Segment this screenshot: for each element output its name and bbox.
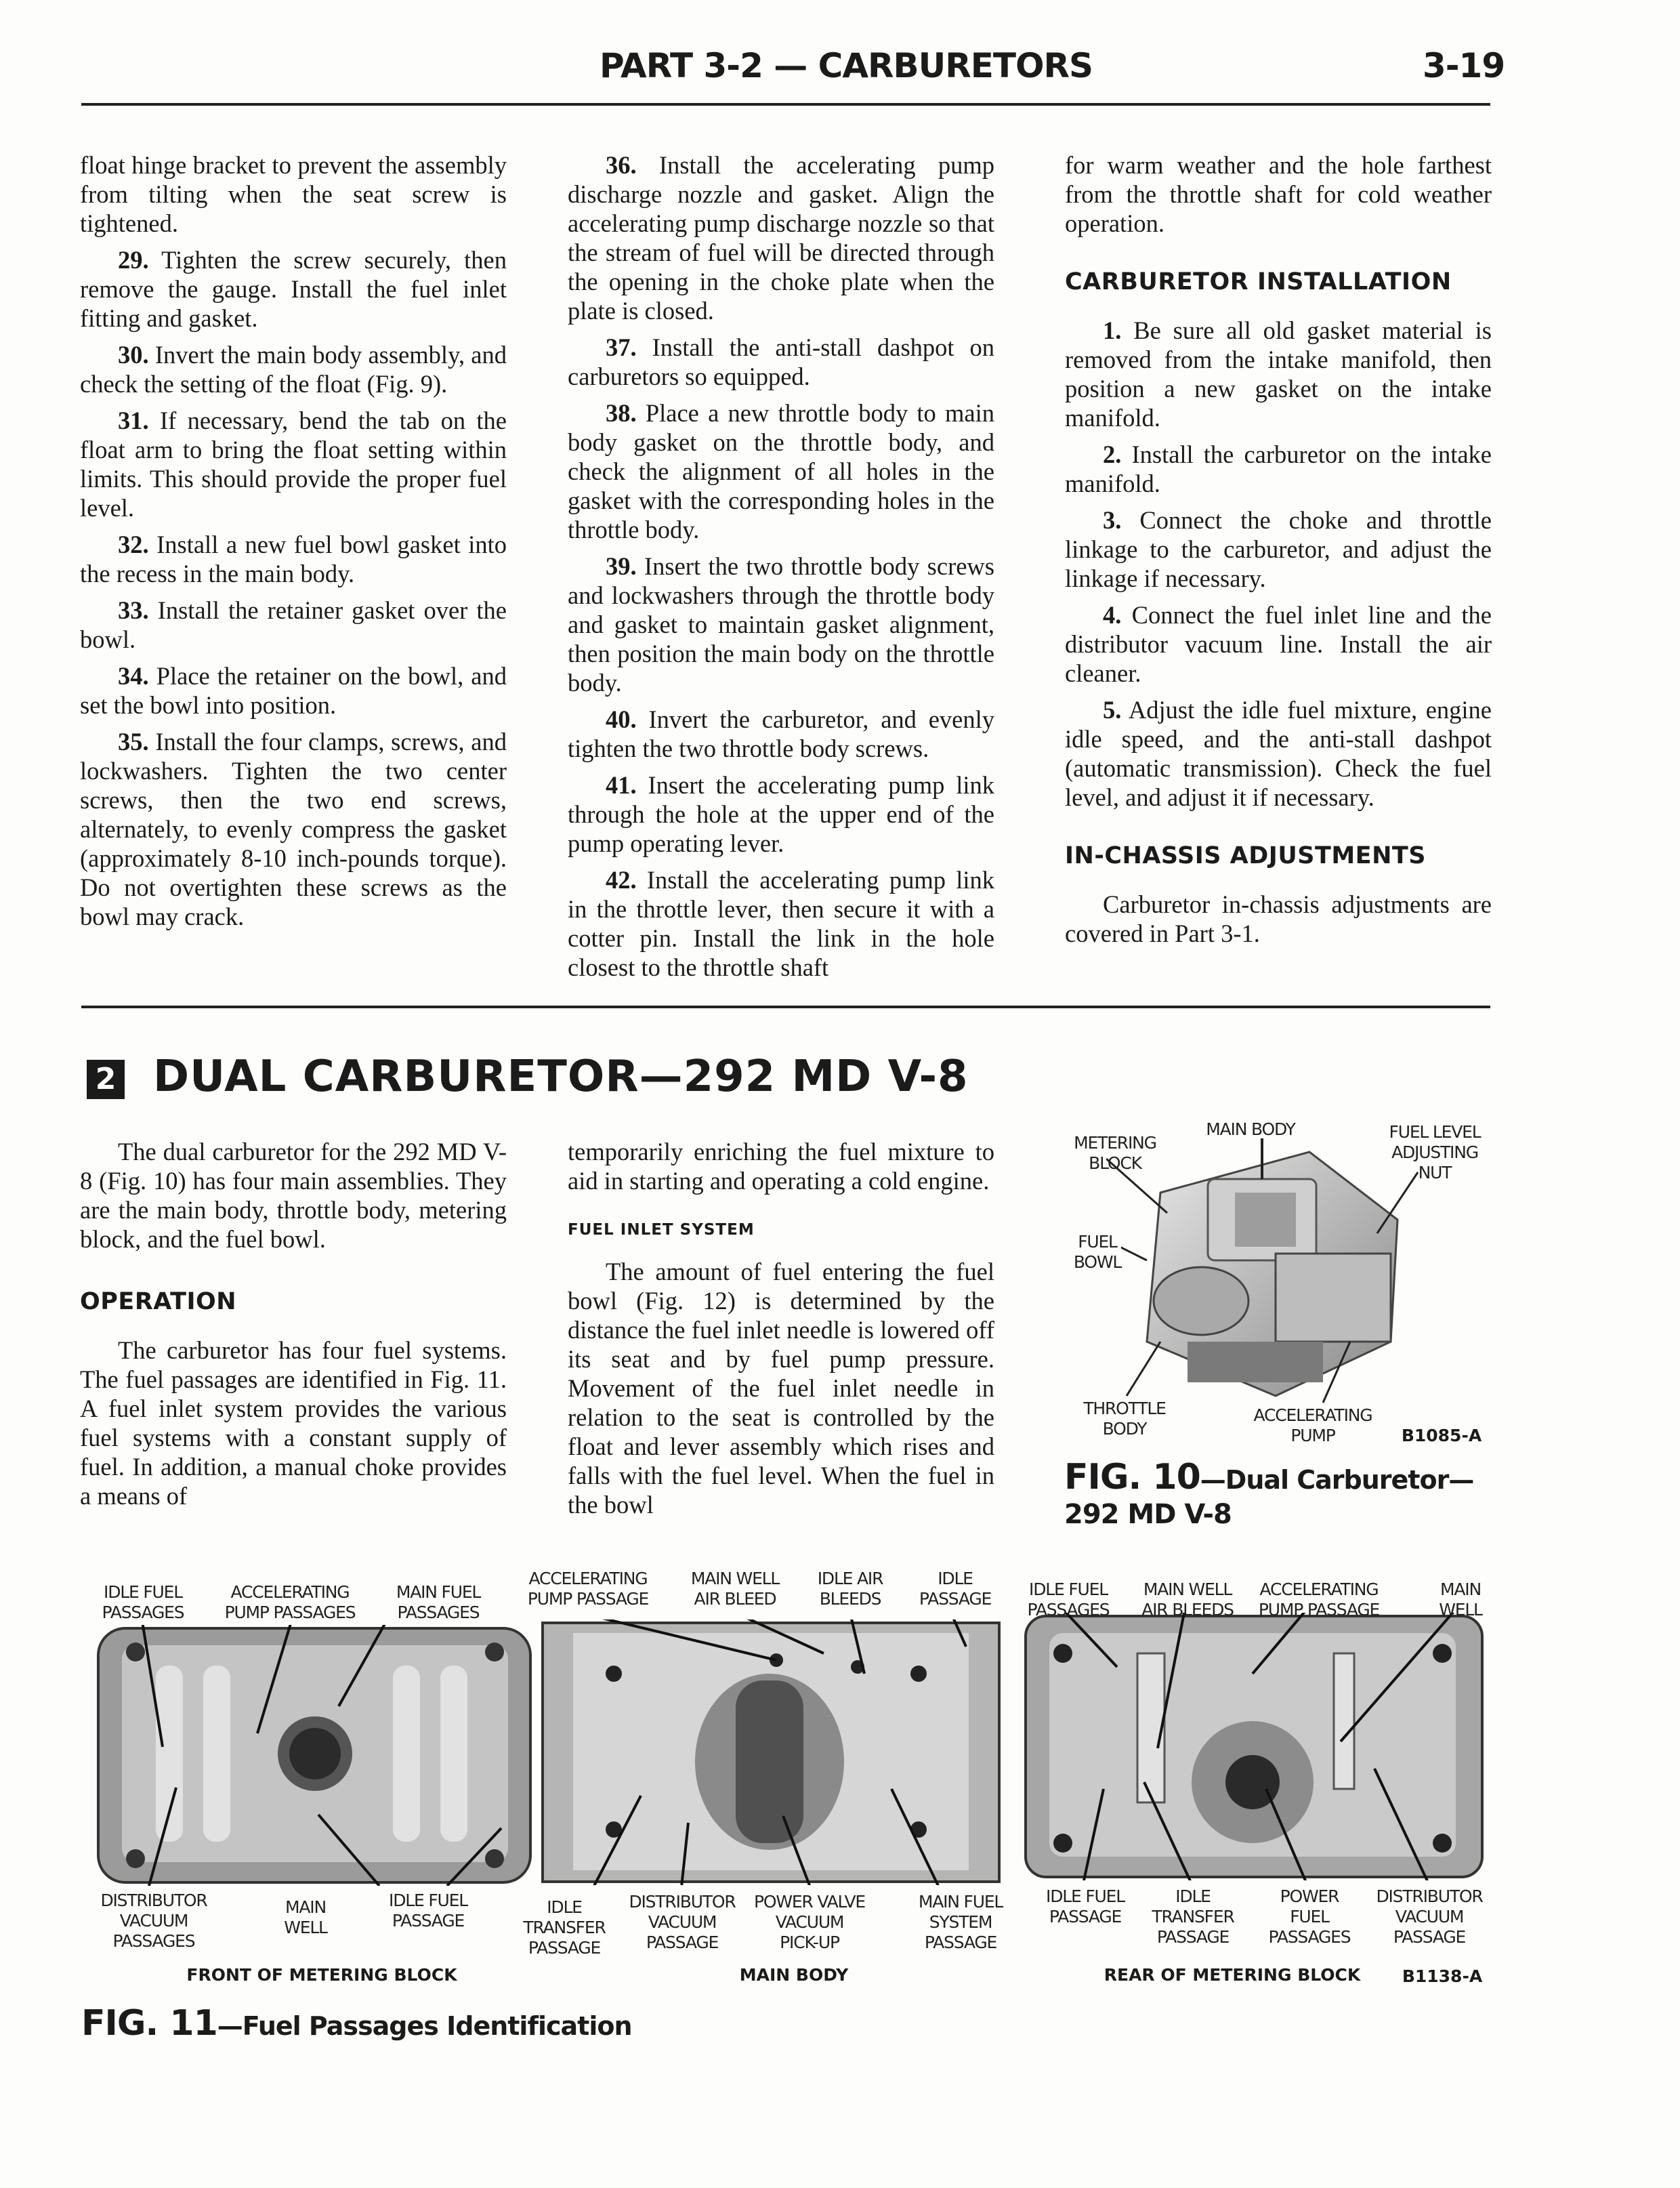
paragraph-text: Install the accelerating pump discharge nozzle and gasket. Align the accelerating pump discharge nozzle so that the stream of fuel will be directed through the opening in the choke plate when the plate is closed. (568, 151, 994, 325)
step-number: 42. (606, 866, 637, 894)
paragraph (568, 150, 994, 325)
paragraph (1065, 505, 1492, 593)
step-number: 36. (606, 151, 637, 179)
fig10-label-accelerating-pump: ACCELERATING PUMP (1253, 1405, 1372, 1445)
in-chassis-text: Carburetor in-chassis adjustments are covered in Part 3-1. (1065, 890, 1492, 947)
step-number: 5. (1103, 696, 1122, 724)
fig11-callout-label: IDLE PASSAGE (919, 1569, 992, 1609)
paragraph (80, 340, 507, 398)
fig11-callout-label: MAIN WELL (284, 1897, 327, 1937)
operation-text: The carburetor has four fuel systems. The fuel passages are identified in Fig. 11. A fuel inlet system provides the various fuel systems with a constant supply of fuel. In addition, a manual choke provides a means of (80, 1336, 507, 1510)
paragraph (1065, 695, 1492, 812)
heading-operation: OPERATION (80, 1288, 237, 1315)
top-column-1 (80, 150, 507, 938)
fig11-callout-label: IDLE AIR BLEEDS (817, 1569, 883, 1609)
fig11-callout-label: MAIN FUEL PASSAGES (396, 1582, 481, 1622)
fig10-caption-number: FIG. 10 (1064, 1457, 1200, 1498)
fig11-callout-label: ACCELERATING PUMP PASSAGE (1258, 1580, 1380, 1619)
section-intro: The dual carburetor for the 292 MD V-8 (Fig. 10) has four main assemblies. They are the main body, throttle body, metering block, and the fuel bowl. (80, 1138, 507, 1253)
paragraph (568, 865, 994, 982)
paragraph (568, 552, 994, 697)
fig11-callout-label: MAIN WELL AIR BLEEDS (1141, 1580, 1234, 1619)
col3-intro: for warm weather and the hole farthest from the throttle shaft for cold weather operation. (1065, 151, 1492, 237)
fig11-callout-label: IDLE TRANSFER PASSAGE (523, 1897, 606, 1958)
fig11-callout-label: ACCELERATING PUMP PASSAGE (527, 1569, 649, 1609)
fig11-callout-label: POWER FUEL PASSAGES (1268, 1886, 1351, 1947)
fig10-label-throttle-body: THROTTLE BODY (1083, 1399, 1166, 1439)
main-body-photo (539, 1619, 1003, 1885)
fig11-caption-front-metering-block: FRONT OF METERING BLOCK (186, 1965, 457, 1985)
section-column-2 (568, 1137, 994, 1527)
step-number: 29. (118, 246, 149, 274)
paragraph (80, 727, 507, 931)
paragraph-text: Adjust the idle fuel mixture, engine idle speed, and the anti-stall dashpot (automatic transmission). Check the fuel level, and adjust it if necessary. (1065, 696, 1492, 811)
step-number: 2. (1103, 440, 1122, 468)
fig11-callout-label: IDLE FUEL PASSAGES (1027, 1580, 1110, 1619)
paragraph-text: Install the anti-stall dashpot on carburetors so equipped. (568, 333, 995, 390)
fuel-inlet-text: The amount of fuel entering the fuel bowl (Fig. 12) is determined by the distance the fuel inlet needle is lowered off its seat and by fuel pump pressure. Movement of the fuel inlet needle in relation to the seat is controlled by the float and lever assembly which rises and falls with the fuel level. When the fuel in the bowl (568, 1258, 994, 1519)
paragraph (568, 705, 994, 763)
fig11-callout-label: POWER VALVE VACUUM PICK-UP (753, 1892, 866, 1952)
fig10-caption (1064, 1457, 1473, 1498)
step-number: 40. (606, 705, 637, 733)
section-col2-intro: temporarily enriching the fuel mixture to aid in starting and operating a cold engine. (568, 1138, 994, 1195)
section-badge-number: 2 (95, 1062, 117, 1096)
fig11-caption-number: FIG. 11 (81, 2003, 217, 2044)
heading-in-chassis-adjustments: IN-CHASSIS ADJUSTMENTS (1065, 842, 1426, 869)
header-rule (81, 103, 1490, 106)
paragraph-text: Install the retainer gasket over the bowl. (80, 596, 507, 653)
paragraph-text: Connect the fuel inlet line and the distributor vacuum line. Install the air cleaner. (1065, 601, 1492, 687)
installation-steps (1065, 316, 1492, 812)
fig11-callout-label: DISTRIBUTOR VACUUM PASSAGES (100, 1891, 207, 1951)
fig10-code: B1085-A (1401, 1426, 1482, 1445)
top-column-2 (568, 150, 994, 989)
heading-carburetor-installation: CARBURETOR INSTALLATION (1065, 268, 1452, 295)
paragraph (80, 661, 507, 720)
paragraph-text: Install the carburetor on the intake manifold. (1065, 440, 1492, 497)
paragraph-text: Insert the two throttle body screws and lockwashers through the throttle body and gasket to maintain gasket alignment, then position the main body on the throttle body. (568, 552, 994, 697)
fig11-caption-rear-metering-block: REAR OF METERING BLOCK (1104, 1965, 1361, 1985)
fig11-callout-label: MAIN WELL AIR BLEED (690, 1569, 780, 1609)
paragraph (568, 333, 994, 391)
paragraph-text: Install the four clamps, screws, and lockwashers. Tighten the two center screws, then the two end screws, alternately, to evenly compress the gasket (approximately 8-10 inch-pounds torque). Do not overtighten these screws as the bowl may crack. (80, 728, 507, 930)
fig10-caption-line2: 292 MD V-8 (1064, 1499, 1232, 1530)
step-number: 39. (606, 552, 637, 580)
page-number: 3-19 (1423, 46, 1505, 85)
step-number: 30. (118, 341, 149, 369)
top-column-3 (1065, 150, 1492, 955)
fig11-callout-label: MAIN FUEL SYSTEM PASSAGE (918, 1892, 1003, 1952)
paragraph (80, 530, 507, 588)
fig10-label-fuel-bowl: FUEL BOWL (1073, 1232, 1122, 1272)
fig11-callout-label: ACCELERATING PUMP PASSAGES (224, 1582, 356, 1622)
fig11-callout-label: MAIN WELL (1439, 1580, 1482, 1619)
fig10-label-main-body: MAIN BODY (1206, 1119, 1295, 1139)
step-number: 1. (1103, 316, 1122, 344)
fig11-caption (81, 2003, 632, 2044)
step-number: 3. (1103, 506, 1122, 534)
fig11-callout-label: DISTRIBUTOR VACUUM PASSAGE (1376, 1886, 1483, 1947)
paragraph (1065, 316, 1492, 432)
rear-metering-block-photo (1022, 1613, 1486, 1880)
section-rule (81, 1006, 1490, 1008)
paragraph-text: If necessary, bend the tab on the float arm to bring the float setting within limits. This should provide the proper fuel level. (80, 407, 507, 522)
fig11-callout-label: IDLE TRANSFER PASSAGE (1152, 1886, 1234, 1947)
fig11-callout-label: DISTRIBUTOR VACUUM PASSAGE (629, 1892, 736, 1952)
paragraph-text: Tighten the screw securely, then remove the gauge. Install the fuel inlet fitting and gasket. (80, 246, 507, 332)
paragraph (80, 150, 507, 238)
paragraph-text: Place the retainer on the bowl, and set the bowl into position. (80, 662, 507, 719)
step-number: 37. (606, 333, 637, 361)
paragraph-text: Invert the carburetor, and evenly tighten the two throttle body screws. (568, 705, 995, 762)
paragraph-text: Place a new throttle body to main body gasket on the throttle body, and check the alignment of all holes in the gasket with the corresponding holes in the throttle body. (568, 399, 994, 543)
step-number: 38. (606, 399, 637, 427)
fig11-caption-text: —Fuel Passages Identification (217, 2011, 632, 2041)
front-metering-block-photo (95, 1625, 534, 1886)
paragraph (568, 398, 994, 544)
paragraph-text: Connect the choke and throttle linkage to the carburetor, and adjust the linkage if necessary. (1065, 506, 1492, 592)
step-number: 34. (118, 662, 149, 690)
page-header-title: PART 3-2 — CARBURETORS (600, 46, 1093, 85)
paragraph (80, 245, 507, 333)
step-number: 33. (118, 596, 149, 624)
section-column-1 (80, 1137, 507, 1518)
paragraph (80, 596, 507, 654)
fig10-label-fuel-level-nut: FUEL LEVEL ADJUSTING NUT (1389, 1122, 1481, 1182)
section-badge (87, 1060, 125, 1099)
paragraph (80, 406, 507, 522)
paragraph (1065, 600, 1492, 688)
fig10-caption-text: —Dual Carburetor— (1200, 1465, 1474, 1495)
fig11-code: B1138-A (1402, 1966, 1483, 1986)
fig11-callout-label: IDLE FUEL PASSAGES (102, 1582, 184, 1622)
paragraph-text: Install a new fuel bowl gasket into the recess in the main body. (80, 531, 507, 587)
paragraph-text: float hinge bracket to prevent the assembly from tilting when the seat screw is tightened. (80, 151, 507, 237)
paragraph-text: Be sure all old gasket material is removed from the intake manifold, then position a new gasket on the intake manifold. (1065, 316, 1492, 432)
step-number: 41. (606, 771, 637, 799)
paragraph-text: Invert the main body assembly, and check the setting of the float (Fig. 9). (80, 341, 507, 398)
paragraph (1065, 440, 1492, 498)
paragraph-text: Install the accelerating pump link in the throttle lever, then secure it with a cotter pin. Install the link in the hole closest to the throttle shaft (568, 866, 995, 981)
paragraph-text: Insert the accelerating pump link through the hole at the upper end of the pump operating lever. (568, 771, 995, 857)
step-number: 35. (118, 728, 149, 756)
fig10-label-metering-block: METERING BLOCK (1074, 1133, 1156, 1173)
section-title: DUAL CARBURETOR—292 MD V-8 (153, 1052, 969, 1102)
step-number: 31. (118, 407, 149, 434)
fig11-callout-label: IDLE FUEL PASSAGE (389, 1891, 467, 1931)
step-number: 32. (118, 531, 149, 558)
fig11-callout-label: IDLE FUEL PASSAGE (1046, 1886, 1125, 1926)
fig11-caption-main-body: MAIN BODY (739, 1965, 849, 1985)
heading-fuel-inlet-system: FUEL INLET SYSTEM (568, 1221, 755, 1239)
paragraph (568, 770, 994, 858)
step-number: 4. (1103, 601, 1122, 629)
